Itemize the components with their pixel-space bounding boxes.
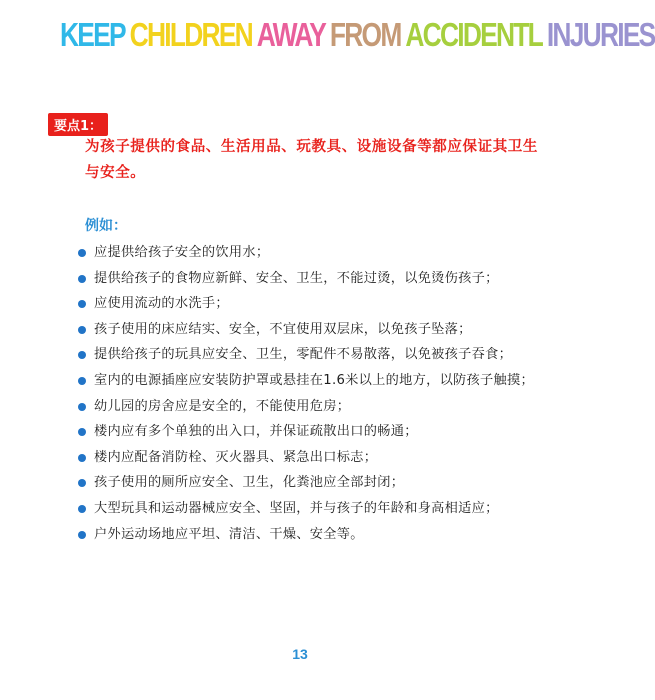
bullet-icon: [78, 505, 86, 513]
bullet-icon: [78, 275, 86, 283]
bullet-icon: [78, 454, 86, 462]
bullet-icon: [78, 479, 86, 487]
header-word: KEEP: [60, 16, 125, 53]
list-item-text: 提供给孩子的玩具应安全、卫生，零配件不易散落，以免被孩子吞食；: [94, 347, 513, 363]
bullet-icon: [78, 351, 86, 359]
list-item-text: 楼内应配备消防栓、灭火器具、紧急出口标志；: [94, 449, 378, 465]
list-item: [78, 445, 558, 471]
bullet-icon: [78, 300, 86, 308]
list-item: [78, 317, 558, 343]
bullet-icon: [78, 249, 86, 257]
list-item: [78, 368, 558, 394]
list-item-text: 户外运动场地应平坦、清洁、干燥、安全等。: [94, 526, 364, 542]
header-word: CHILDREN: [129, 16, 252, 53]
bullet-icon: [78, 428, 86, 436]
bullet-icon: [78, 326, 86, 334]
bullet-icon: [78, 531, 86, 539]
list-item-text: 孩子使用的厕所应安全、卫生，化粪池应全部封闭；: [94, 475, 405, 491]
page-number: 13: [292, 646, 308, 662]
list-item: [78, 470, 558, 496]
examples-list: [78, 240, 558, 547]
list-item: [78, 266, 558, 292]
list-item: [78, 394, 558, 420]
list-item: [78, 342, 558, 368]
list-item: [78, 419, 558, 445]
page-header-title: [60, 16, 655, 54]
list-item: [78, 522, 558, 548]
header-word: INJURIES: [546, 16, 655, 53]
list-item-text: 提供给孩子的食物应新鲜、安全、卫生，不能过烫，以免烫伤孩子；: [94, 270, 499, 286]
header-word: ACCIDENTL: [405, 16, 543, 53]
point-text: 为孩子提供的食品、生活用品、玩教具、设施设备等都应保证其卫生与安全。: [85, 139, 538, 181]
list-item-text: 室内的电源插座应安装防护罩或悬挂在1.6米以上的地方，以防孩子触摸；: [94, 372, 534, 388]
examples-label: 例如：: [85, 218, 127, 234]
list-item-text: 孩子使用的床应结实、安全，不宜使用双层床，以免孩子坠落；: [94, 321, 472, 337]
list-item: [78, 496, 558, 522]
list-item-text: 应提供给孩子安全的饮用水；: [94, 245, 270, 260]
list-item-text: 楼内应有多个单独的出入口，并保证疏散出口的畅通；: [94, 424, 418, 440]
point-badge: 要点1：: [48, 113, 108, 136]
bullet-icon: [78, 377, 86, 385]
list-item-text: 应使用流动的水洗手；: [94, 296, 229, 312]
list-item-text: 大型玩具和运动器械应安全、坚固，并与孩子的年龄和身高相适应；: [94, 500, 499, 516]
bullet-icon: [78, 403, 86, 411]
header-word: FROM: [329, 16, 401, 53]
list-item: [78, 291, 558, 317]
list-item: [78, 240, 558, 266]
header-word: AWAY: [256, 16, 326, 53]
list-item-text: 幼儿园的房舍应是安全的，不能使用危房；: [94, 398, 351, 414]
